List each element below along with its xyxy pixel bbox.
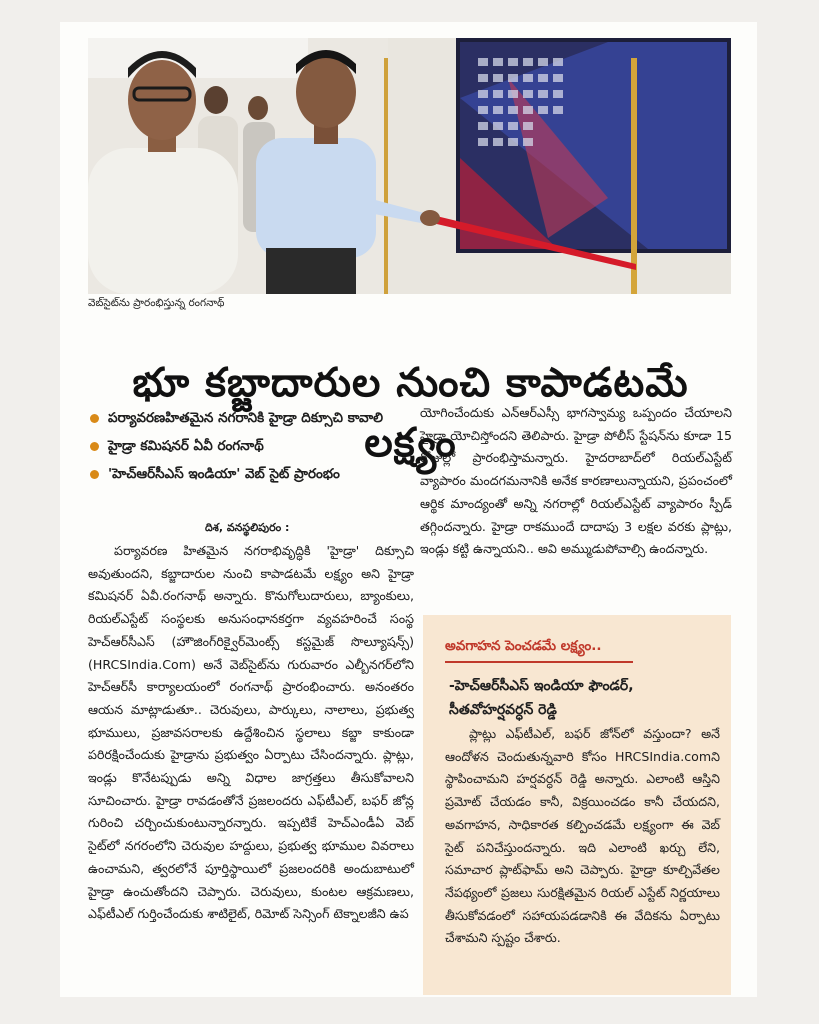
photo-caption: వెబ్‌సైట్‌ను ప్రారంభిస్తున్న రంగనాథ్ xyxy=(88,297,225,309)
bullet-icon xyxy=(90,470,99,479)
article-column-right xyxy=(420,402,732,561)
article-body-right: యోగించేందుకు ఎన్‌ఆర్‌ఎస్సీ భాగస్వామ్య ఒప్పందం చేయాలని హైడ్రా యోచిస్తోందని తెలిపారు. హైడ్రా పోలీస్ స్టేషన్‌ను కూడా 15 రోజుల్లో ప్రారంభిస్తామన్నారు. హైదరాబాద్‌లో రియల్‌ఎస్టేట్ వ్యాపారం మందగమనానికి అనేక కారణాలున్నాయని, ప్రపంచంలో ఆర్థిక మాంద్యంతో అన్ని నగరాల్లో రియల్‌ఎస్టేట్ వ్యాపారం స్పీడ్ తగ్గిందన్నారు. హైడ్రా రాకముందే దాదాపు 3 లక్షల వరకు ప్లాట్లు, ఇండ్లు కట్టి ఉన్నాయని.. అవి అమ్ముడుపోవాల్సి ఉందన్నారు. xyxy=(420,405,732,557)
sidebar-body: ప్లాట్లు ఎఫ్‌టీఎల్, బఫర్ జోన్‌లో వస్తుందా? అనే ఆందోళన చెందుతున్నవారి కోసం HRCSIndia.comని స్థాపించామని హర్షవర్ధన్ రెడ్డి అన్నారు. ఎలాంటి ఆస్తిని ప్రమోట్ చేయడం కానీ, విక్రయించడం కానీ చేయదని, అవగాహన, సాధికారత కల్పించడమే లక్ష్యంగా ఈ వెబ్ సైట్ పనిచేస్తుందన్నారు. ఇది ఎలాంటి ఖర్చు లేని, సమాచార ప్లాట్‌ఫామ్ అని చెప్పారు. హైడ్రా కూల్చివేతల నేపథ్యంలో ప్రజలు సురక్షితమైన రియల్ ఎస్టేట్ నిర్ణయాలు తీసుకోవడంలో సహాయపడడానికి ఈ వేదికను ఏర్పాటు చేశామని స్పష్టం చేశారు. xyxy=(445,726,720,946)
news-photo xyxy=(88,38,731,294)
article-body-left: పర్యావరణ హితమైన నగరాభివృద్ధికి 'హైడ్రా' దిక్సూచి అవుతుందని, కబ్జాదారుల నుంచి కాపాడటమే లక్ష్యం అని హైడ్రా కమిషనర్ ఏవీ.రంగనాథ్ అన్నారు. కొనుగోలుదారులు, బ్యాంకులు, రియల్‌ఎస్టేట్ సంస్థలకు అనుసంధానకర్తగా వ్యవహరించే సంస్థ హెచ్‌ఆర్‌సీఎస్ (హౌజింగ్‌రిక్వైర్‌మెంట్స్ కస్టమైజ్ సొల్యూషన్స్) (HRCSIndia.Com) అనే వెబ్‌సైట్‌ను గురువారం ఎల్బీనగర్‌లోని హెచ్‌ఆర్‌సీ కార్యాలయంలో రంగనాథ్ ప్రారంభించారు. అనంతరం ఆయన మాట్లాడుతూ.. చెరువులు, పార్కులు, నాలాలు, ప్రభుత్వ భూములు, ప్రజావసరాలకు ఉద్దేశించిన స్థలాలు కబ్జా కాకుండా పరిరక్షించేందుకు హైడ్రాను ప్రభుత్వం ఏర్పాటు చేసిందన్నారు. ప్లాట్లు, ఇండ్లు కొనేటప్పుడు అన్ని విధాల జాగ్రత్తలు తీసుకోవాలని సూచించారు. హైడ్రా రావడంతోనే ప్రజలందరు ఎఫ్‌టీఎల్, బఫర్ జోన్ల గురించి చర్చించుకుంటున్నారన్నారు. ఇప్పటికే హెచ్‌ఎండీఏ వెబ్ సైట్‌లో నగరంలోని చెరువుల హద్దులు, ప్రభుత్వ భూముల వివరాలు ఉంచామని, త్వరలోనే పూర్తిస్థాయిలో ప్రజలందరికి అందుబాటులో హైడ్రా ఉంచుతోందని చెప్పారు. చెరువులు, కుంటల ఆక్రమణలు, ఎఫ్‌టీఎల్ గుర్తించేందుకు శాటిలైట్, రిమోట్ సెన్సింగ్ టెక్నాలజీని ఉప xyxy=(88,543,414,922)
highlight-text: పర్యావరణహితమైన నగరానికి హైడ్రా దిక్సూచి కావాలి xyxy=(108,410,384,426)
author-line-1: -హెచ్‌ఆర్‌సీఎస్ ఇండియా ఫౌండర్, xyxy=(449,678,634,694)
bullet-icon xyxy=(90,442,99,451)
highlight-item xyxy=(90,463,410,485)
highlight-text: హైడ్రా కమిషనర్ ఏవీ రంగనాథ్ xyxy=(108,438,264,454)
sidebar-author xyxy=(449,674,634,722)
dateline: దిశ, వనస్థలిపురం : xyxy=(205,521,290,534)
headline: భూ కబ్జాదారుల నుంచి కాపాడటమే లక్ష్యం xyxy=(132,359,689,466)
highlights-list xyxy=(90,407,410,491)
highlight-text: 'హెచ్‌ఆర్‌సీఎస్ ఇండియా' వెబ్ సైట్ ప్రారంభం xyxy=(108,466,340,482)
photo-illustration xyxy=(88,38,731,294)
highlight-item xyxy=(90,435,410,457)
title-underline xyxy=(445,661,633,663)
highlight-item xyxy=(90,407,410,429)
author-line-2: సీతవోహర్షవర్ధన్ రెడ్డి xyxy=(449,702,557,718)
bullet-icon xyxy=(90,414,99,423)
sidebar-title: అవగాహన పెంచడమే లక్ష్యం.. xyxy=(445,638,602,654)
sidebar-box xyxy=(423,615,731,995)
article-column-left xyxy=(88,540,414,926)
